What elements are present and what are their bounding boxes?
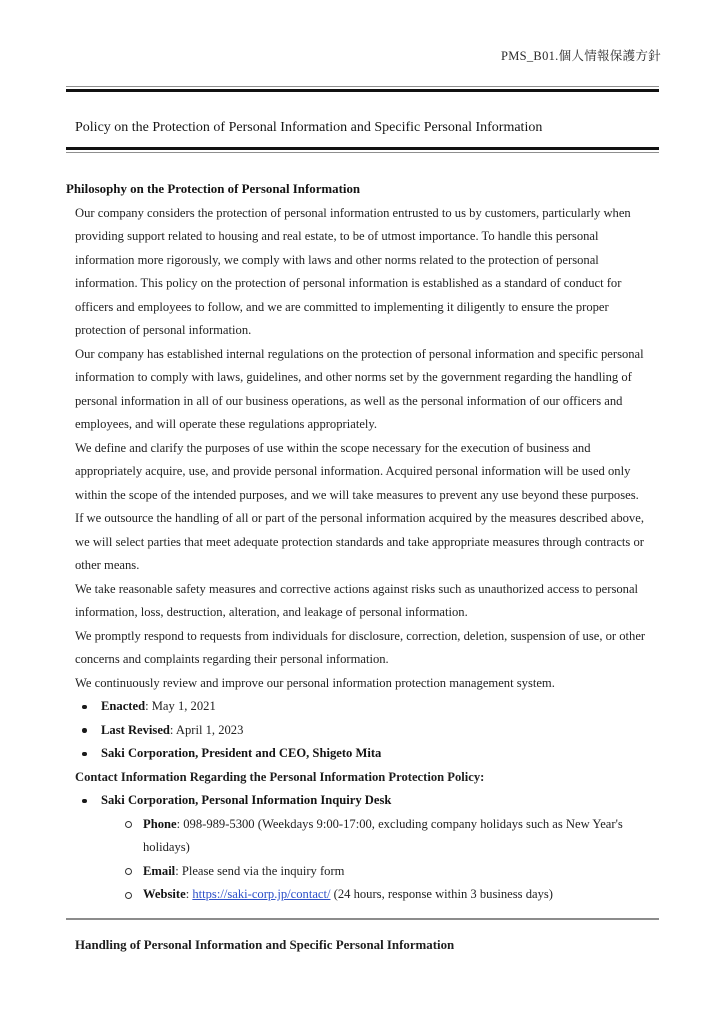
paragraph: If we outsource the handling of all or part of the personal information acquired by the measures described above, we will select parties that meet adequate protection standards and take appropriate measures through contracts or other means.: [75, 511, 644, 572]
header-rule: [66, 86, 659, 92]
meta-value: : April 1, 2023: [169, 722, 244, 737]
section-heading-contact: Contact Information Regarding the Personal Information Protection Policy:: [75, 769, 485, 784]
list-item-website: [66, 883, 659, 907]
paragraph: We promptly respond to requests from individuals for disclosure, correction, deletion, suspension of use, or other concerns and complaints regarding their personal information.: [75, 628, 646, 666]
paragraph: We define and clarify the purposes of use within the scope necessary for the execution of business and appropriately acquire, use, and provide personal information. Acquired personal information will be used only within the scope of the intended purposes, and we will take measures to prevent any use beyond these purposes.: [75, 440, 639, 502]
contact-value: : 098-989-5300 (Weekdays 9:00-17:00, excluding company holidays such as New Year's holidays): [143, 816, 623, 854]
list-item-signatory: [66, 742, 659, 766]
policy-meta-list: [66, 695, 659, 766]
paragraph: We continuously review and improve our personal information protection management system.: [75, 675, 555, 690]
contact-label: Website: [143, 887, 186, 901]
inquiry-desk-label: Saki Corporation, Personal Information Inquiry Desk: [101, 793, 392, 807]
paragraph: Our company has established internal regulations on the protection of personal information and specific personal information to comply with laws, guidelines, and other norms set by the government regarding the handling of personal information in all of our business operations, as well as the personal information of our officers and employees, and will operate these regulations appropriately.: [75, 346, 644, 431]
contact-value-prefix: :: [185, 887, 193, 901]
meta-label: Last Revised: [101, 722, 170, 737]
paragraph: Our company considers the protection of personal information entrusted to us by customers, particularly when providing support related to housing and real estate, to be of utmost importance. To handle this personal information more rigorously, we comply with laws and other norms related to the protection of personal information. This policy on the protection of personal information is established as a standard of conduct for officers and employees to follow, and we are committed to implementing it diligently to ensure the proper protection of personal information.: [75, 205, 631, 337]
contact-website-link[interactable]: https://saki-corp.jp/contact/: [192, 887, 331, 901]
contact-value: : Please send via the inquiry form: [175, 863, 345, 878]
meta-value: : May 1, 2021: [145, 699, 216, 713]
list-item-enacted: [66, 695, 659, 719]
meta-label: Saki Corporation, President and CEO, Shigeto Mita: [101, 746, 382, 760]
paragraph: We take reasonable safety measures and corrective actions against risks such as unauthorized access to personal information, loss, destruction, alteration, and leakage of personal information.: [75, 581, 639, 619]
circle-bullet-icon: [125, 868, 132, 875]
list-item-inquiry-desk: [66, 789, 659, 813]
section-heading-philosophy: Philosophy on the Protection of Personal Information: [66, 182, 361, 196]
bullet-icon: [82, 705, 87, 710]
document-code-header: PMS_B01.個人情報保護方針: [500, 49, 661, 63]
document-content: [66, 86, 659, 957]
contact-desk-list: [66, 789, 659, 813]
circle-bullet-icon: [125, 821, 132, 828]
meta-label: Enacted: [101, 699, 146, 713]
contact-label: Email: [143, 863, 176, 878]
contact-label: Phone: [143, 816, 177, 831]
philosophy-body: [75, 202, 659, 696]
contact-value-suffix: (24 hours, response within 3 business days): [330, 887, 553, 901]
list-item-last-revised: [66, 719, 659, 743]
bullet-icon: [82, 799, 87, 804]
list-item-phone: [66, 813, 659, 860]
bullet-icon: [82, 752, 87, 757]
contact-detail-list: [66, 813, 659, 907]
document-title: Policy on the Protection of Personal Information and Specific Personal Information: [75, 120, 543, 135]
title-underline-rule: [66, 147, 659, 153]
bullet-icon: [82, 728, 87, 733]
section-divider-rule: [66, 918, 659, 920]
circle-bullet-icon: [125, 892, 132, 899]
section-heading-handling: Handling of Personal Information and Specific Personal Information: [75, 937, 455, 952]
list-item-email: [66, 860, 659, 884]
